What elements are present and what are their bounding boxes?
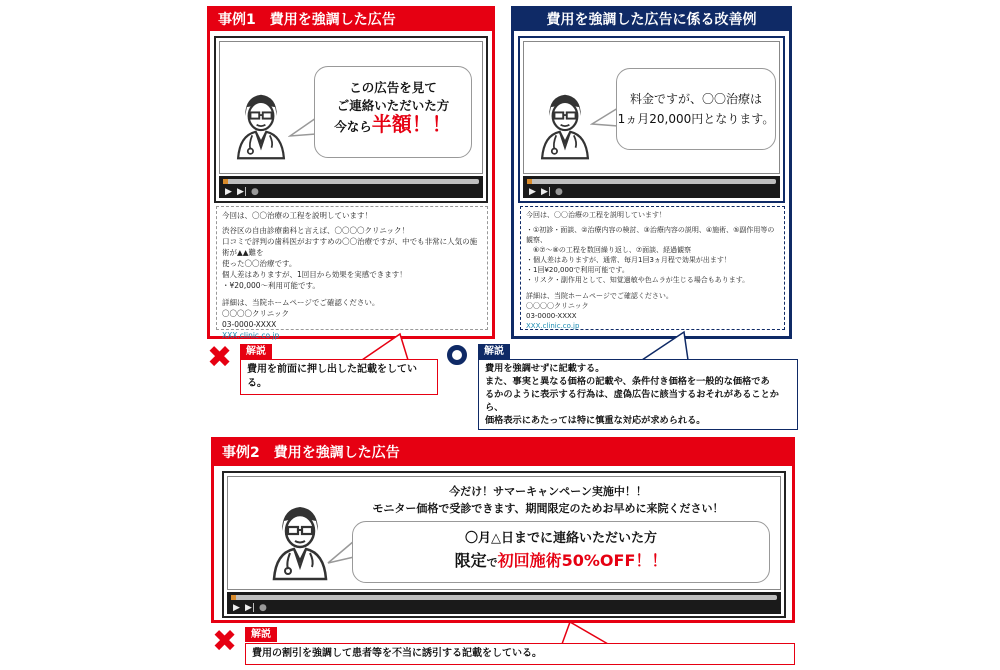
case1-description [216, 206, 488, 340]
case2-panel [211, 437, 795, 623]
desc-line: 渋谷区の自由診療歯科と言えば、〇〇〇〇クリニック！ [222, 226, 410, 235]
note-line: 価格表示にあたっては特に慎重な対応が求められる。 [485, 415, 706, 426]
note-line: 費用を強調せずに記載する。 [485, 363, 605, 374]
case2-headline [328, 483, 768, 517]
desc-line: 個人差はありますが、1回目から効果を実感できます！ [222, 270, 407, 279]
case1-panel [207, 6, 495, 339]
case2-note-tag: 解説 [245, 627, 277, 642]
doctor-icon [232, 86, 290, 160]
case2-note-box: 費用の割引を強調して患者等を不当に誘引する記載をしている。 [245, 643, 795, 665]
note-line: また、事実と異なる価格の記載や、条件付き価格を一般的な価格であ [485, 376, 770, 387]
discount-emphasis: 初回施術50%OFF！！ [497, 551, 668, 570]
desc-line: ・1回¥20,000で利用可能です。 [526, 266, 629, 274]
clinic-url[interactable]: XXX.clinic.co.jp [222, 331, 280, 340]
case2-player-bar [227, 592, 781, 614]
improved-note-box [478, 359, 798, 430]
bad-mark-icon: ✖ [207, 340, 233, 375]
desc-line: 〇〇〇〇クリニック [526, 302, 589, 310]
bubble-line-1: 料金ですが、〇〇治療は [629, 92, 762, 106]
improved-title: 費用を強調した広告に係る改善例 [514, 9, 789, 31]
improved-player-bar [523, 176, 780, 198]
case2-video [222, 471, 786, 618]
case1-note-box: 費用を前面に押し出した記載をしている。 [240, 359, 438, 395]
clinic-url[interactable]: XXX.clinic.co.jp [526, 322, 580, 330]
progress-track[interactable] [223, 179, 479, 184]
improved-video [518, 36, 785, 203]
case1-video [214, 36, 488, 203]
desc-line: 詳細は、当院ホームページでご確認ください。 [222, 298, 380, 307]
callout-tail [360, 332, 410, 362]
volume-icon[interactable]: ● [251, 187, 259, 197]
desc-line: ・リスク・副作用として、知覚過敏や色ムラが生じる場合もあります。 [526, 276, 750, 284]
case2-speech-bubble [352, 521, 770, 583]
bubble-line-2: ご連絡いただいた方 [336, 98, 450, 113]
desc-line: 03-0000-XXXX [222, 320, 277, 329]
case1-note-tag: 解説 [240, 344, 272, 359]
volume-icon[interactable]: ● [259, 603, 267, 613]
callout-tail [640, 330, 690, 362]
desc-line: ・個人差はありますが、通常、毎月1回3ヵ月程で効果が出ます！ [526, 256, 731, 264]
progress-track[interactable] [231, 595, 777, 600]
case1-player-bar [219, 176, 483, 198]
skip-icon[interactable]: ▶| [245, 603, 255, 613]
headline-line-2: モニター価格で受診できます、期間限定のためお早めに来院ください！ [372, 502, 724, 515]
desc-line: 使った〇〇治療です。 [222, 259, 297, 268]
progress-fill [223, 179, 228, 184]
good-mark-icon [447, 345, 467, 365]
skip-icon[interactable]: ▶| [541, 187, 551, 197]
skip-icon[interactable]: ▶| [237, 187, 247, 197]
desc-line: 03-0000-XXXX [526, 312, 577, 320]
half-price-emphasis: 半額！！ [371, 112, 452, 136]
improved-speech-bubble [616, 68, 776, 150]
headline-line-1: 今だけ！サマーキャンペーン実施中！！ [449, 485, 647, 498]
play-icon[interactable]: ▶ [529, 187, 536, 197]
bubble-line-1: この広告を見て [349, 80, 437, 95]
progress-track[interactable] [527, 179, 776, 184]
desc-line: 今回は、〇〇治療の工程を説明しています！ [222, 211, 372, 220]
case1-speech-bubble [314, 66, 472, 158]
progress-fill [527, 179, 532, 184]
desc-line: 今回は、〇〇治療の工程を説明しています！ [526, 211, 666, 219]
progress-fill [231, 595, 236, 600]
bubble-line-2: 限定で初回施術50%OFF！！ [454, 551, 668, 570]
improved-note-tag: 解説 [478, 344, 510, 359]
improved-video-screen [523, 41, 780, 174]
desc-line: ・¥20,000〜利用可能です。 [222, 281, 320, 290]
volume-icon[interactable]: ● [555, 187, 563, 197]
desc-line: 〇〇〇〇クリニック [222, 309, 290, 318]
improved-description [520, 206, 785, 330]
improved-panel [511, 6, 792, 339]
bubble-line-3: 今なら半額！！ [334, 112, 452, 136]
case2-title: 事例2 費用を強調した広告 [214, 440, 792, 466]
play-icon[interactable]: ▶ [225, 187, 232, 197]
case1-video-screen [219, 41, 483, 174]
case2-video-screen [227, 476, 781, 590]
desc-line: 口コミで評判の歯科医がおすすめの〇〇治療ですが、中でも非常に人気の施術が▲▲難を [222, 237, 478, 257]
case1-title: 事例1 費用を強調した広告 [210, 9, 492, 31]
doctor-icon [536, 86, 594, 160]
doctor-icon [268, 497, 332, 581]
desc-line: ・①初診・面談、②治療内容の検討、③治療内容の説明、④施術、⑤副作用等の観察、 [526, 226, 775, 244]
bubble-line-1: 〇月△日までに連絡いただいた方 [465, 531, 657, 546]
desc-line: ⑥⑦〜⑧の工程を数回繰り返し、⑦面談、経過観察 [526, 246, 692, 254]
play-icon[interactable]: ▶ [233, 603, 240, 613]
note-line: るかのように表示する行為は、虚偽広告に該当するおそれがあることから、 [485, 389, 779, 413]
bad-mark-icon: ✖ [212, 624, 238, 659]
bubble-line-2: 1ヵ月20,000円となります。 [617, 112, 775, 126]
desc-line: 詳細は、当院ホームページでご確認ください。 [526, 292, 673, 300]
